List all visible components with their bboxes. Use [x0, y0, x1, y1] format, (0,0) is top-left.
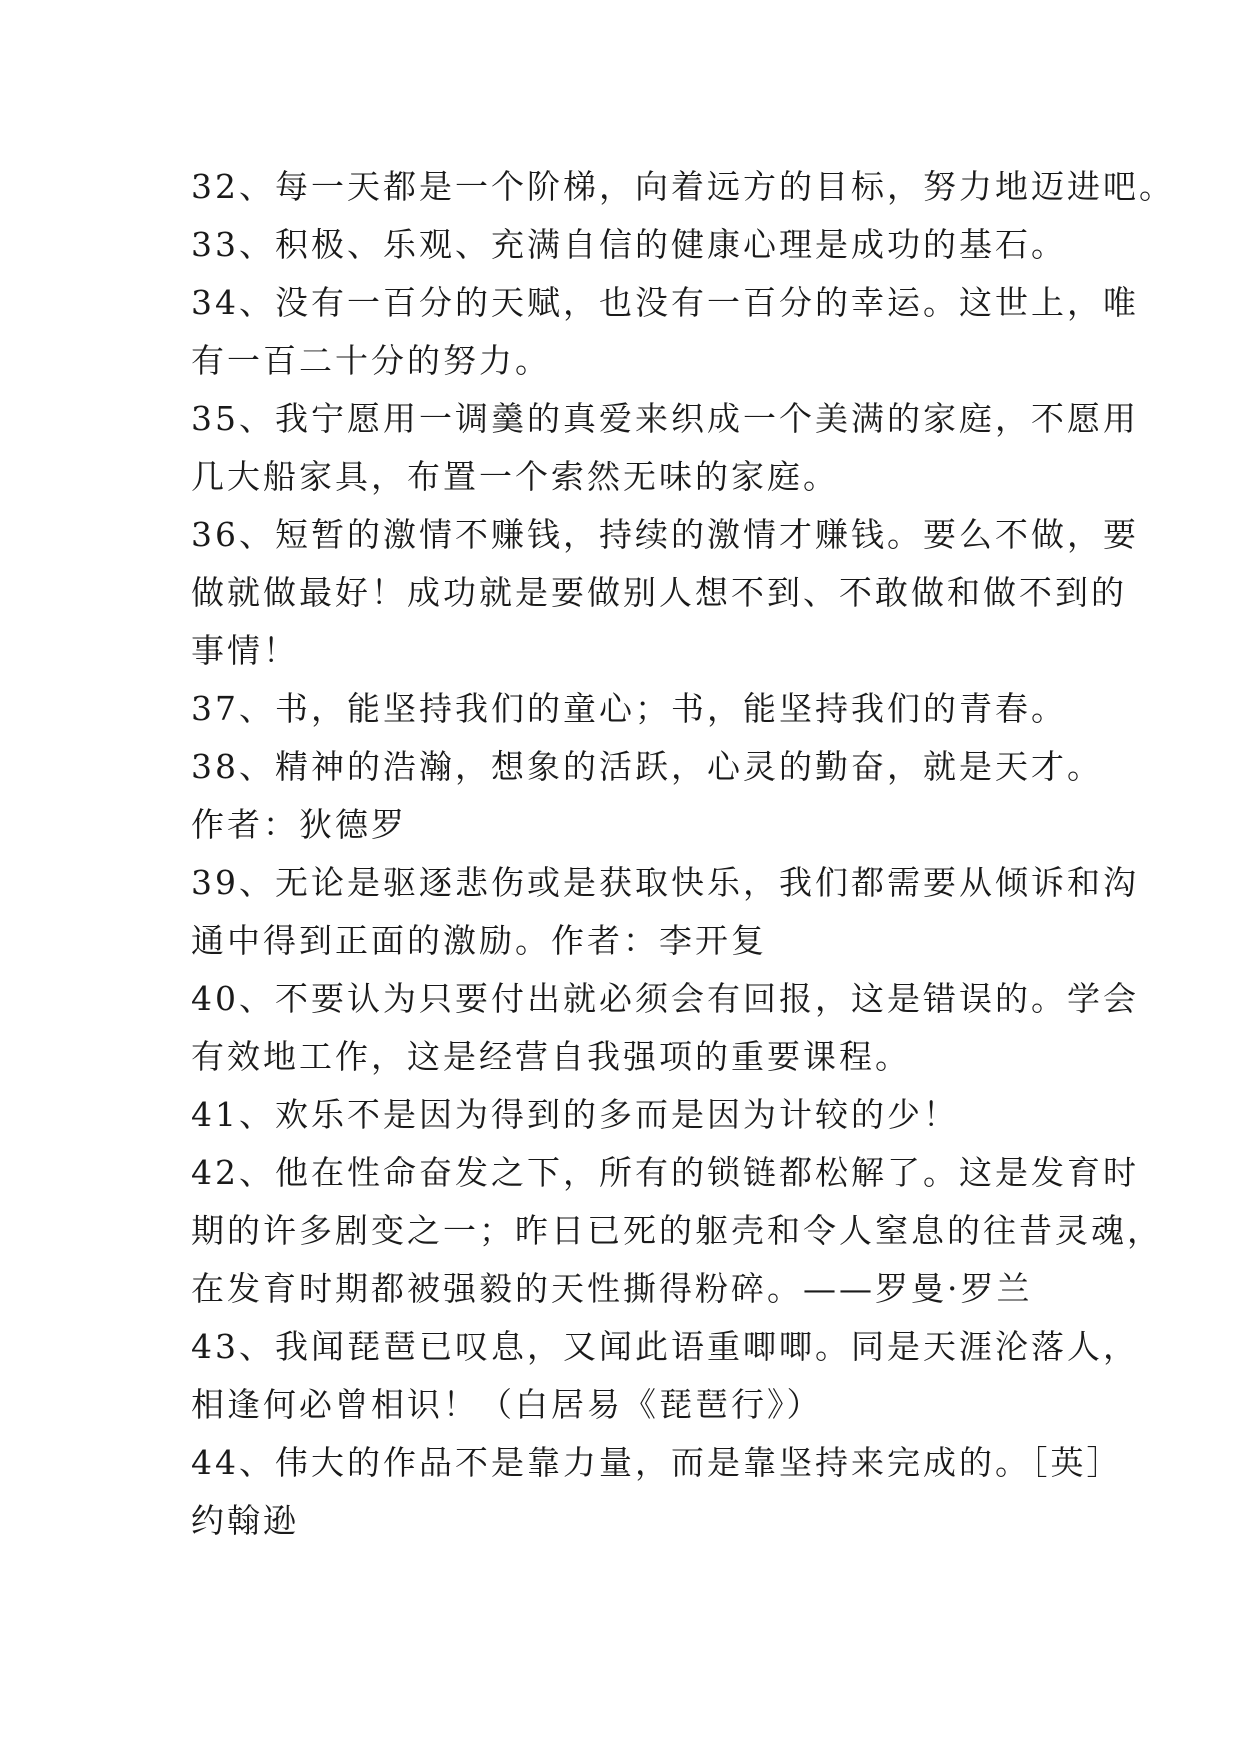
- text-line: 32、每一天都是一个阶梯，向着远方的目标，努力地迈进吧。: [191, 167, 1175, 206]
- text-line: 39、无论是驱逐悲伤或是获取快乐，我们都需要从倾诉和沟: [191, 863, 1139, 902]
- text-line: 35、我宁愿用一调羹的真爱来织成一个美满的家庭，不愿用: [191, 399, 1139, 438]
- text-line: 有效地工作，这是经营自我强项的重要课程。: [191, 1037, 911, 1076]
- text-line: 43、我闻琵琶已叹息，又闻此语重唧唧。同是天涯沦落人，: [191, 1327, 1139, 1366]
- text-line: 34、没有一百分的天赋，也没有一百分的幸运。这世上，唯: [191, 283, 1139, 322]
- text-line: 事情！: [191, 631, 299, 670]
- text-line: 38、精神的浩瀚，想象的活跃，心灵的勤奋，就是天才。: [191, 747, 1103, 786]
- text-line: 作者：狄德罗: [191, 805, 407, 844]
- text-line: 约翰逊: [191, 1501, 299, 1540]
- text-line: 41、欢乐不是因为得到的多而是因为计较的少！: [191, 1095, 959, 1134]
- text-line: 33、积极、乐观、充满自信的健康心理是成功的基石。: [191, 225, 1067, 264]
- text-line: 42、他在性命奋发之下，所有的锁链都松解了。这是发育时: [191, 1153, 1139, 1192]
- text-line: 期的许多剧变之一；昨日已死的躯壳和令人窒息的往昔灵魂，: [191, 1211, 1163, 1250]
- text-line: 相逢何必曾相识！（白居易《琵琶行》）: [191, 1385, 823, 1424]
- text-line: 做就做最好！成功就是要做别人想不到、不敢做和做不到的: [191, 573, 1127, 612]
- text-line: 40、不要认为只要付出就必须会有回报，这是错误的。学会: [191, 979, 1139, 1018]
- text-line: 几大船家具，布置一个索然无味的家庭。: [191, 457, 839, 496]
- text-line: 有一百二十分的努力。: [191, 341, 551, 380]
- text-line: 37、书，能坚持我们的童心；书，能坚持我们的青春。: [191, 689, 1067, 728]
- text-line: 通中得到正面的激励。作者：李开复: [191, 921, 767, 960]
- quote-list: [191, 158, 1175, 1550]
- text-line: 44、伟大的作品不是靠力量，而是靠坚持来完成的。［英］: [191, 1443, 1123, 1482]
- text-line: 在发育时期都被强毅的天性撕得粉碎。——罗曼·罗兰: [191, 1269, 1033, 1308]
- text-line: 36、短暂的激情不赚钱，持续的激情才赚钱。要么不做，要: [191, 515, 1139, 554]
